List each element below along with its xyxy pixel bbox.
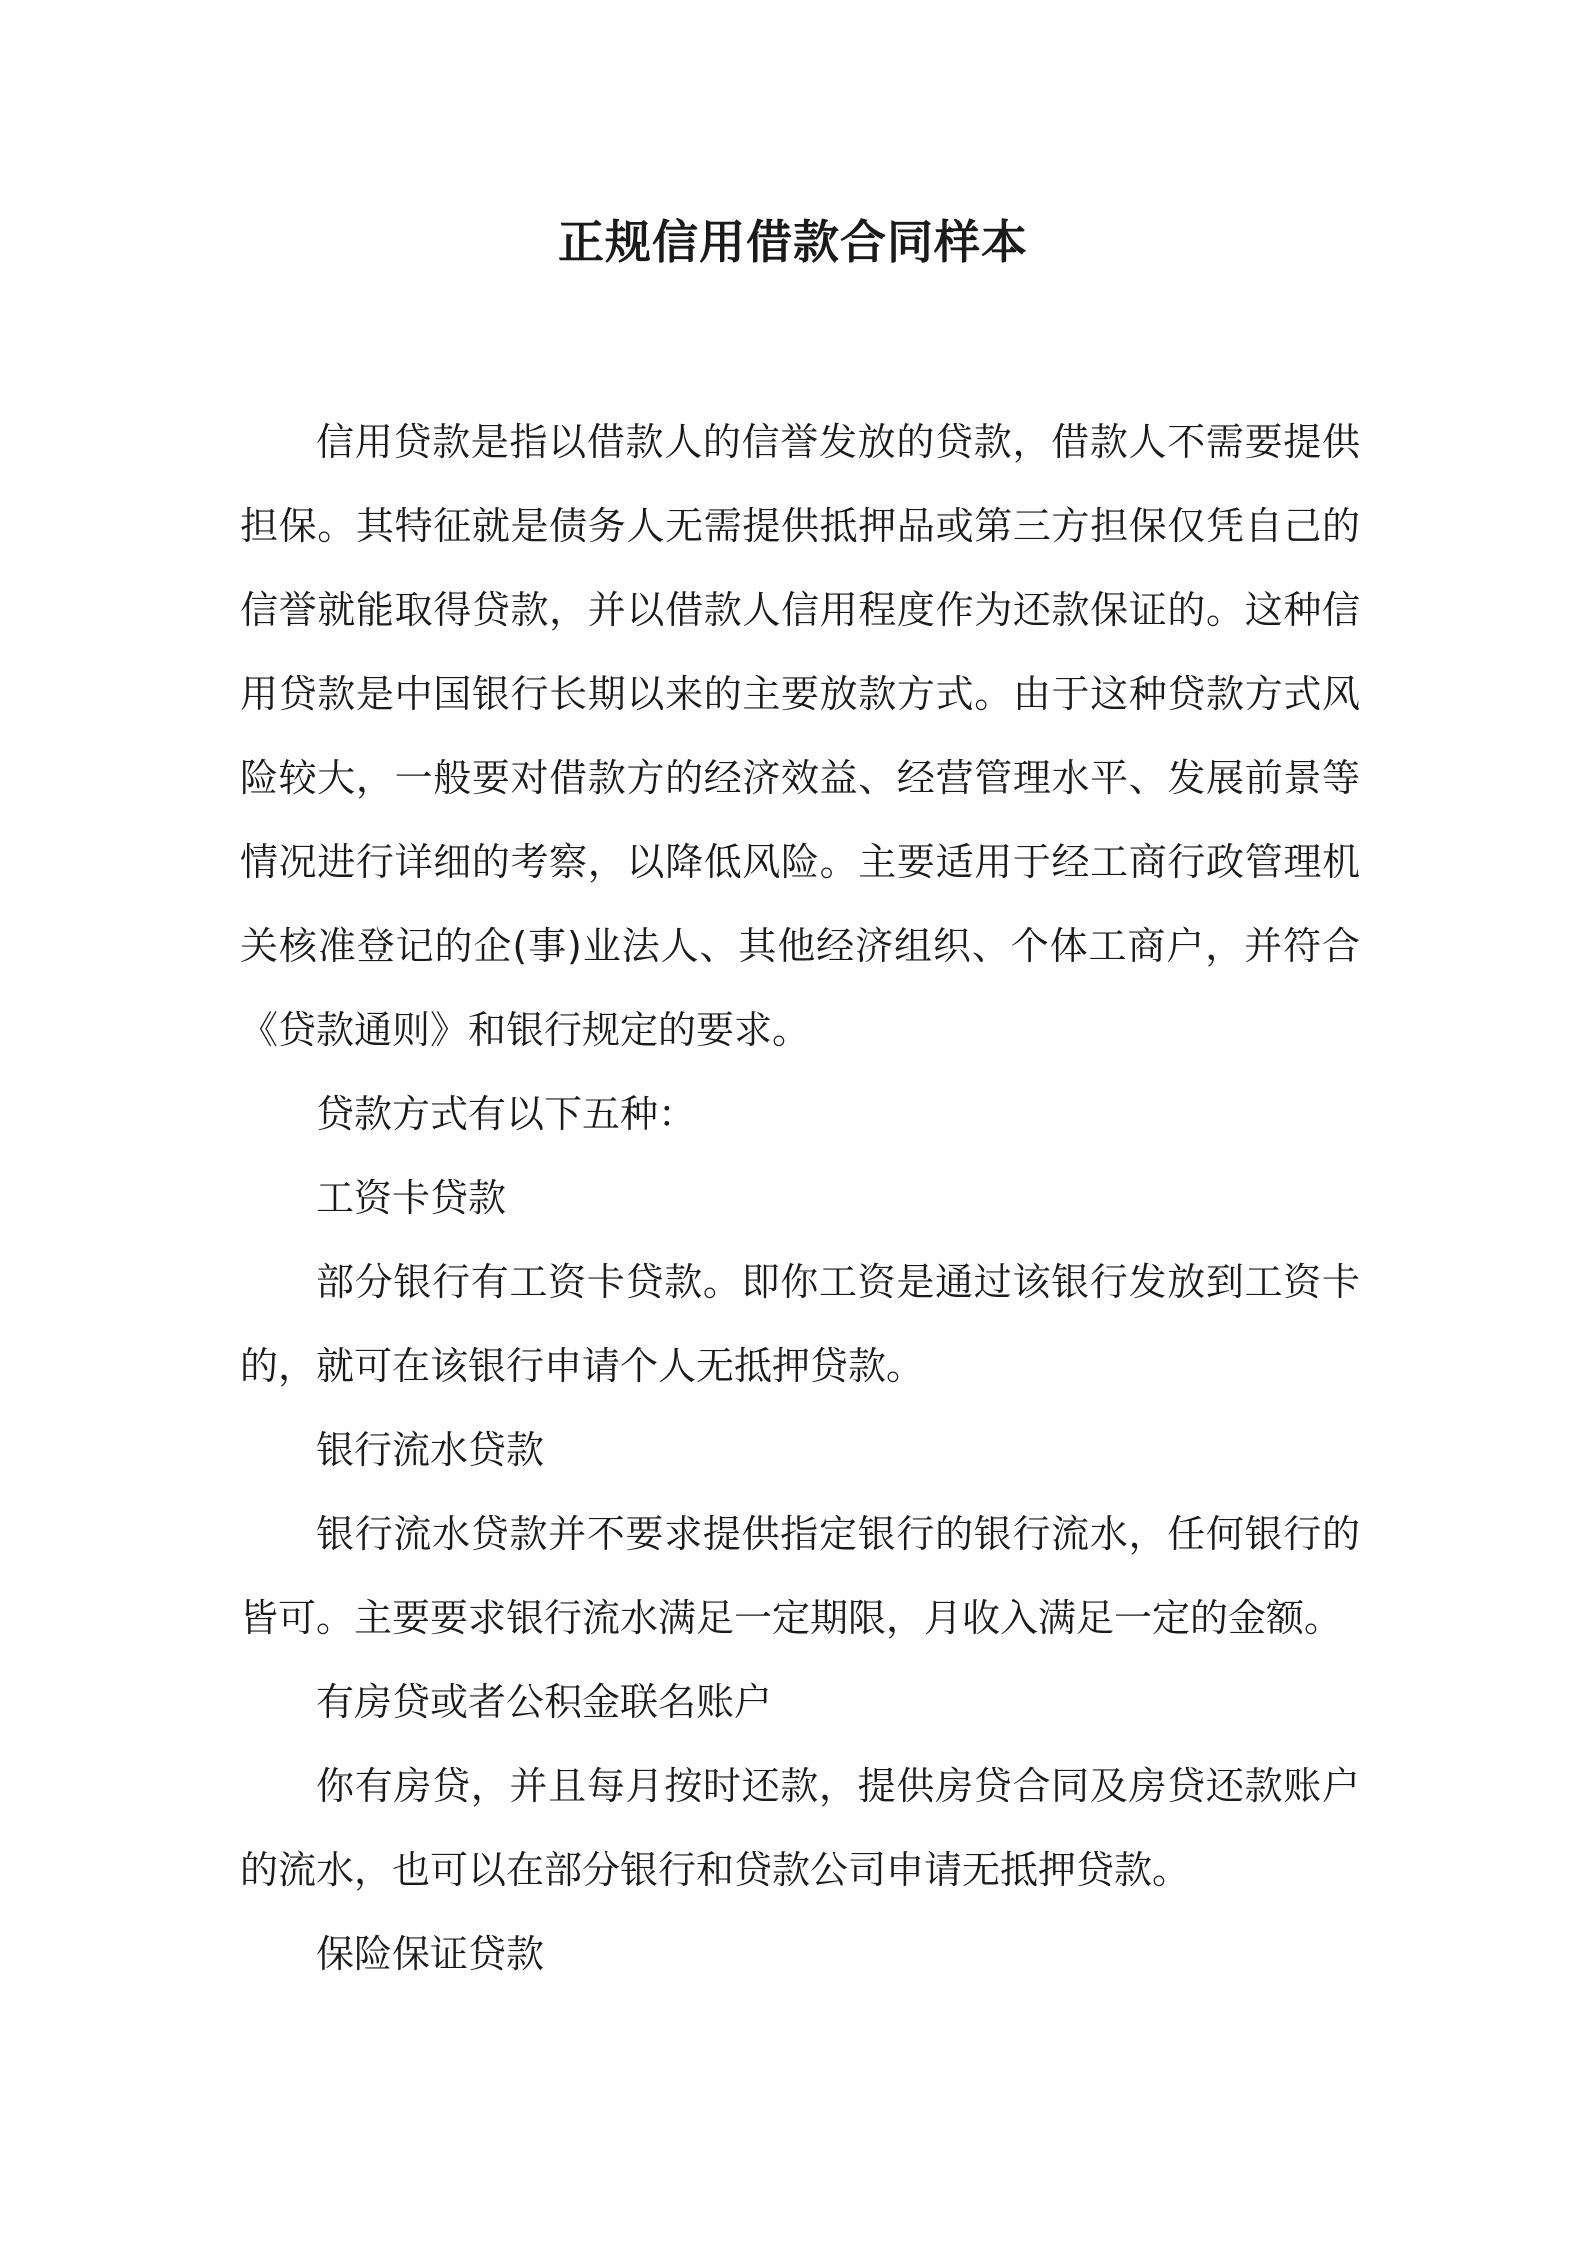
document-title: 正规信用借款合同样本	[558, 215, 1028, 269]
document-body	[240, 400, 1360, 1996]
paragraph-bank-statement-loan: 银行流水贷款并不要求提供指定银行的银行流水，任何银行的皆可。主要要求银行流水满足一定期限，月收入满足一定的金额。	[240, 1512, 1360, 1640]
paragraph-mortgage-fund-account: 你有房贷，并且每月按时还款，提供房贷合同及房贷还款账户的流水，也可以在部分银行和贷款公司申请无抵押贷款。	[240, 1764, 1360, 1892]
paragraph-salary-card-loan: 部分银行有工资卡贷款。即你工资是通过该银行发放到工资卡的，就可在该银行申请个人无抵押贷款。	[240, 1260, 1360, 1388]
heading-salary-card-loan: 工资卡贷款	[316, 1176, 507, 1220]
paragraph-credit-loan-definition: 信用贷款是指以借款人的信誉发放的贷款，借款人不需要提供担保。其特征就是债务人无需提供抵押品或第三方担保仅凭自己的信誉就能取得贷款，并以借款人信用程度作为还款保证的。这种信用贷款是中国银行长期以来的主要放款方式。由于这种贷款方式风险较大，一般要对借款方的经济效益、经营管理水平、发展前景等情况进行详细的考察，以降低风险。主要适用于经工商行政管理机关核准登记的企(事)业法人、其他经济组织、个体工商户，并符合《贷款通则》和银行规定的要求。	[240, 420, 1360, 1052]
heading-mortgage-fund-account: 有房贷或者公积金联名账户	[316, 1680, 773, 1724]
heading-bank-statement-loan: 银行流水贷款	[316, 1428, 545, 1472]
paragraph-loan-types-intro: 贷款方式有以下五种：	[316, 1092, 697, 1136]
heading-insurance-guarantee-loan: 保险保证贷款	[316, 1932, 545, 1976]
